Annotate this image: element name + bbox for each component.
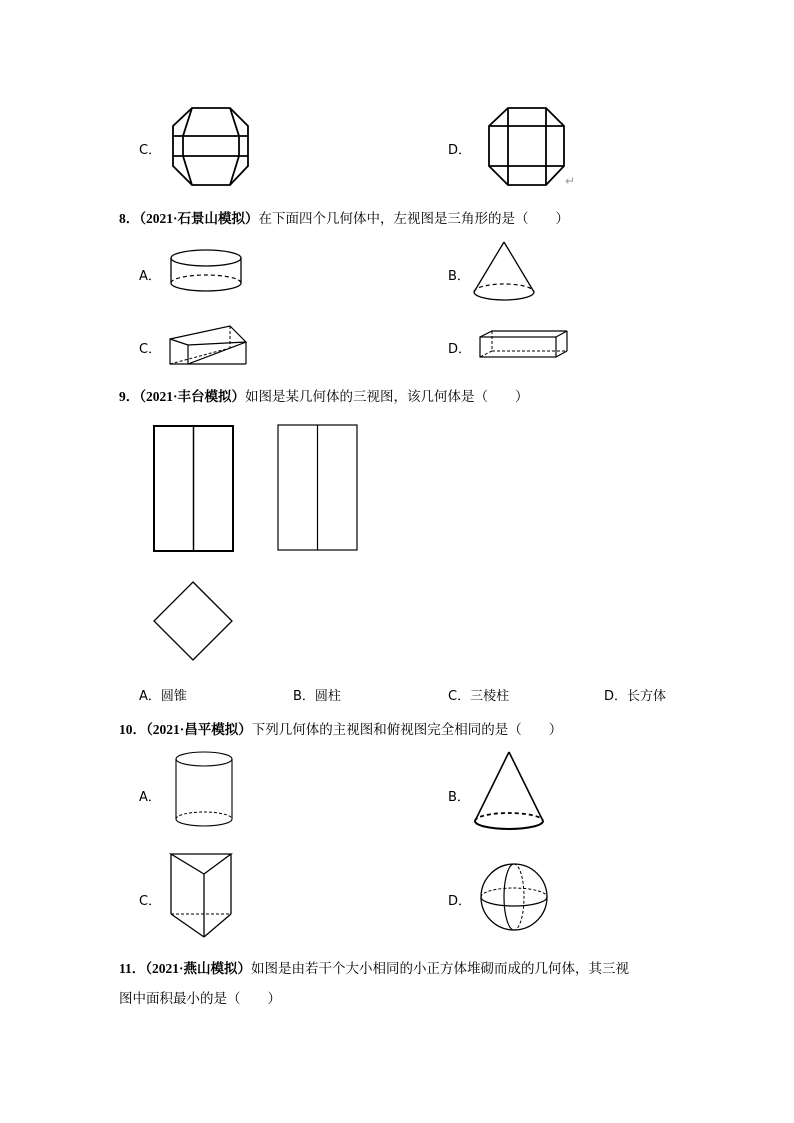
q9-choice-a: A．圆锥 xyxy=(139,689,187,704)
q10-option-c-label: C． xyxy=(139,894,162,909)
q11-text-line1: 如图是由若干个大小相同的小正方体堆砌而成的几何体，其三视 xyxy=(251,961,630,977)
q10-source: （2021·昌平模拟） xyxy=(146,722,252,737)
q10-option-a-cylinder xyxy=(174,750,236,830)
q9-top-view xyxy=(153,581,235,663)
q9-choice-c: C．三棱柱 xyxy=(448,689,510,704)
q9-stem xyxy=(119,385,529,405)
q9-number: 9． xyxy=(119,389,140,404)
q10-option-b-label: B． xyxy=(448,790,470,805)
q10-option-a-label: A． xyxy=(139,790,161,805)
q11-stem-line2 xyxy=(119,987,281,1007)
q8-option-c-label: C． xyxy=(139,342,162,357)
q10-number: 10． xyxy=(119,722,146,737)
q7-option-d-label: D． xyxy=(448,143,472,158)
q9-choice-d: D．长方体 xyxy=(604,689,667,704)
q8-option-d-cuboid xyxy=(478,329,570,359)
q11-text-line2: 图中面积最小的是（ ） xyxy=(119,991,281,1007)
q8-option-d-label: D． xyxy=(448,342,472,357)
q8-option-b-label: B． xyxy=(448,269,470,284)
q8-stem xyxy=(119,207,569,227)
q11-stem xyxy=(119,957,629,977)
q8-text: 在下面四个几何体中，左视图是三角形的是（ ） xyxy=(258,211,570,227)
return-mark-icon: ↵ xyxy=(565,174,576,188)
q8-option-a-label: A． xyxy=(139,269,161,284)
q10-option-c-triangular-prism xyxy=(169,852,233,942)
q11-number: 11． xyxy=(119,961,146,976)
q7-option-c-label: C． xyxy=(139,143,162,158)
q10-stem xyxy=(119,718,562,738)
q11-source: （2021·燕山模拟） xyxy=(145,961,252,976)
q9-text: 如图是某几何体的三视图，该几何体是（ ） xyxy=(245,389,529,405)
q8-option-b-cone xyxy=(472,240,536,304)
q10-option-d-label: D． xyxy=(448,894,472,909)
q10-option-d-sphere xyxy=(479,862,549,932)
q9-source: （2021·丰台模拟） xyxy=(139,389,246,404)
q8-option-c-triangular-prism xyxy=(168,324,248,366)
q8-source: （2021·石景山模拟） xyxy=(139,211,259,226)
q7-option-c-figure xyxy=(170,107,252,189)
q9-front-view xyxy=(153,425,235,553)
q9-choice-b: B．圆柱 xyxy=(293,689,341,704)
q9-side-view xyxy=(277,424,359,552)
q8-number: 8． xyxy=(119,211,140,226)
q10-option-b-cone xyxy=(472,750,546,832)
q10-text: 下列几何体的主视图和俯视图完全相同的是（ ） xyxy=(251,722,563,738)
q8-option-a-cylinder xyxy=(169,248,245,294)
q7-option-d-figure xyxy=(486,107,568,189)
